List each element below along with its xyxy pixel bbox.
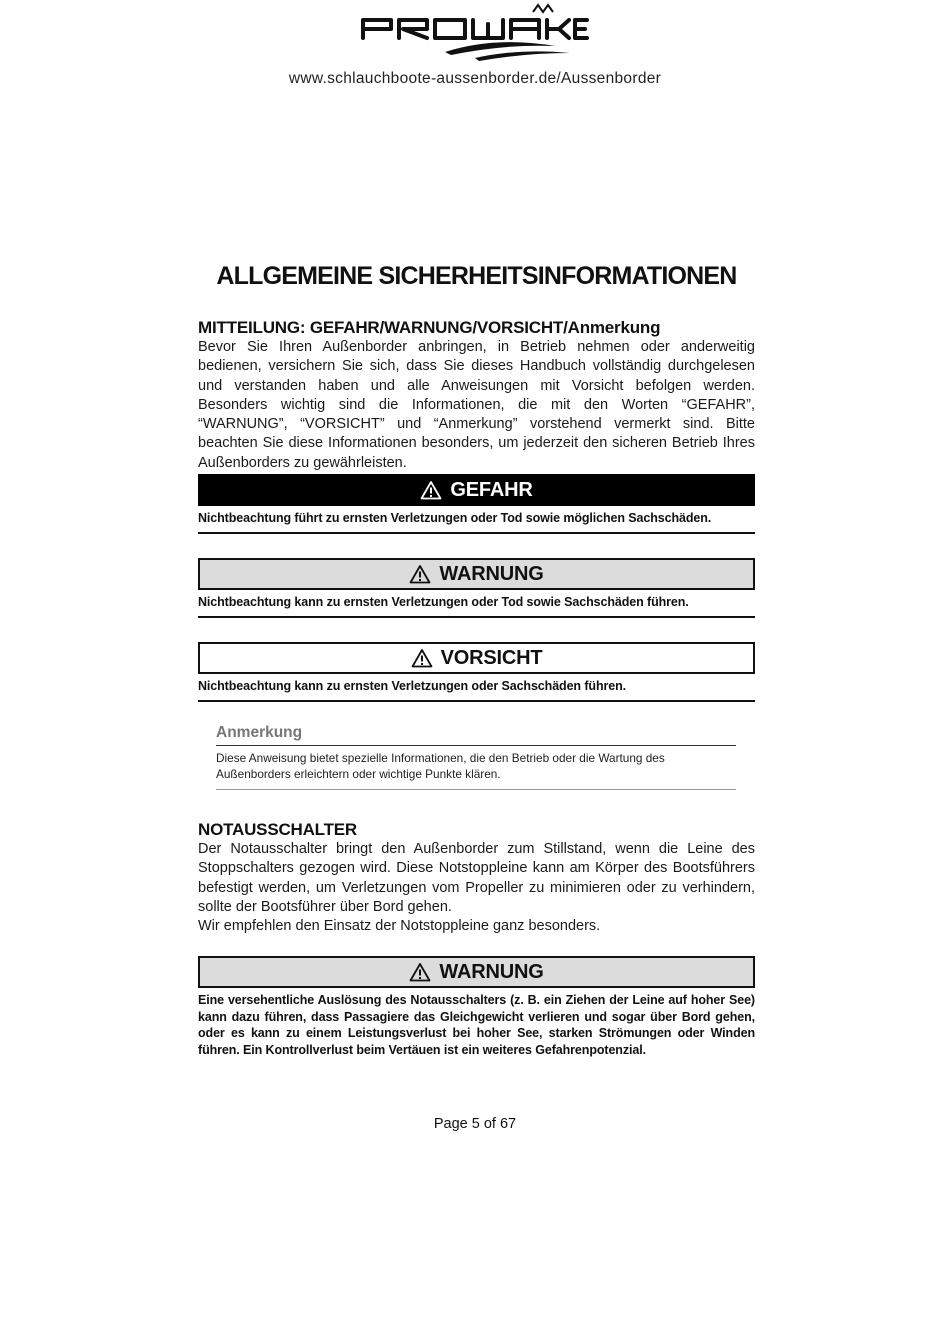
kill-switch-body: Der Notausschalter bringt den Außenborder zum Stillstand, wenn die Leine des Stoppschalters gezogen wird. Diese Notstoppleine kann am Körper des Bootsführers befestigt werden, um Verletzungen vom Propeller zu minimieren oder zu verhindern, sollte der Bootsführer über Bord gehen. (198, 841, 755, 915)
prowake-logo-icon (355, 2, 595, 64)
kill-switch-warning-label: WARNUNG (439, 960, 544, 983)
warning-triangle-icon (420, 480, 442, 500)
danger-label: GEFAHR (450, 478, 533, 501)
notice-section (198, 318, 755, 473)
kill-switch-warning-notice (198, 956, 755, 1063)
caution-label: VORSICHT (440, 646, 543, 669)
kill-switch-warning-bar (198, 956, 755, 988)
warning-triangle-icon (411, 648, 433, 668)
warning-notice (198, 558, 755, 618)
kill-switch-heading: NOTAUSSCHALTER (198, 820, 358, 839)
notice-section-body: Bevor Sie Ihren Außenborder anbringen, in Betrieb nehmen oder anderweitig bedienen, versichern Sie sich, dass Sie dieses Handbuch vollständig durchgelesen und verstanden haben und alle Anweisungen mit Vorsicht befolgen werden. Besonders wichtig sind die Informationen, die mit den Worten “GEFAHR”, “WARNUNG”, “VORSICHT” und “Anmerkung” vorstehend vermerkt sind. Bitte beachten Sie diese Informationen besonders, um jederzeit den sicheren Betrieb Ihres Außenborders zu gewährleisten. (198, 339, 755, 471)
kill-switch-warning-text: Eine versehentliche Auslösung des Notausschalters (z. B. ein Ziehen der Leine auf hoher See) kann dazu führen, dass Passagiere das Gleichgewicht verlieren und sogar über Bord gehen, oder es kann zu einem Leistungsverlust bei hoher See, starken Strömungen oder Winden führen. Ein Kontrollverlust beim Vertäuen ist ein weiteres Gefahrenpotenzial. (198, 993, 755, 1057)
note-text: Diese Anweisung bietet spezielle Informationen, die den Betrieb oder die Wartung des Außenborders erleichtern oder wichtige Punkte klären. (216, 746, 736, 790)
danger-text: Nichtbeachtung führt zu ernsten Verletzungen oder Tod sowie möglichen Sachschäden. (198, 506, 755, 534)
kill-switch-recommendation: Wir empfehlen den Einsatz der Notstoppleine ganz besonders. (198, 918, 601, 935)
notice-section-heading: MITTEILUNG: GEFAHR/WARNUNG/VORSICHT/Anmerkung (198, 318, 661, 337)
warning-text: Nichtbeachtung kann zu ernsten Verletzungen oder Tod sowie Sachschäden führen. (198, 590, 755, 618)
page-title: ALLGEMEINE SICHERHEITSINFORMATIONEN (216, 262, 737, 290)
warning-triangle-icon (409, 962, 431, 982)
prowake-logo (355, 2, 595, 64)
kill-switch-section (198, 820, 755, 936)
danger-bar (198, 474, 755, 506)
warning-label: WARNUNG (439, 562, 544, 585)
warning-bar (198, 558, 755, 590)
danger-notice (198, 474, 755, 534)
page-number: Page 5 of 67 (433, 1116, 517, 1132)
caution-notice (198, 642, 755, 702)
website-url: www.schlauchboote-aussenborder.de/Aussenborder (288, 70, 662, 87)
warning-triangle-icon (409, 564, 431, 584)
caution-text: Nichtbeachtung kann zu ernsten Verletzungen oder Sachschäden führen. (198, 674, 755, 702)
note-box (216, 724, 736, 790)
caution-bar (198, 642, 755, 674)
note-title: Anmerkung (216, 724, 736, 746)
